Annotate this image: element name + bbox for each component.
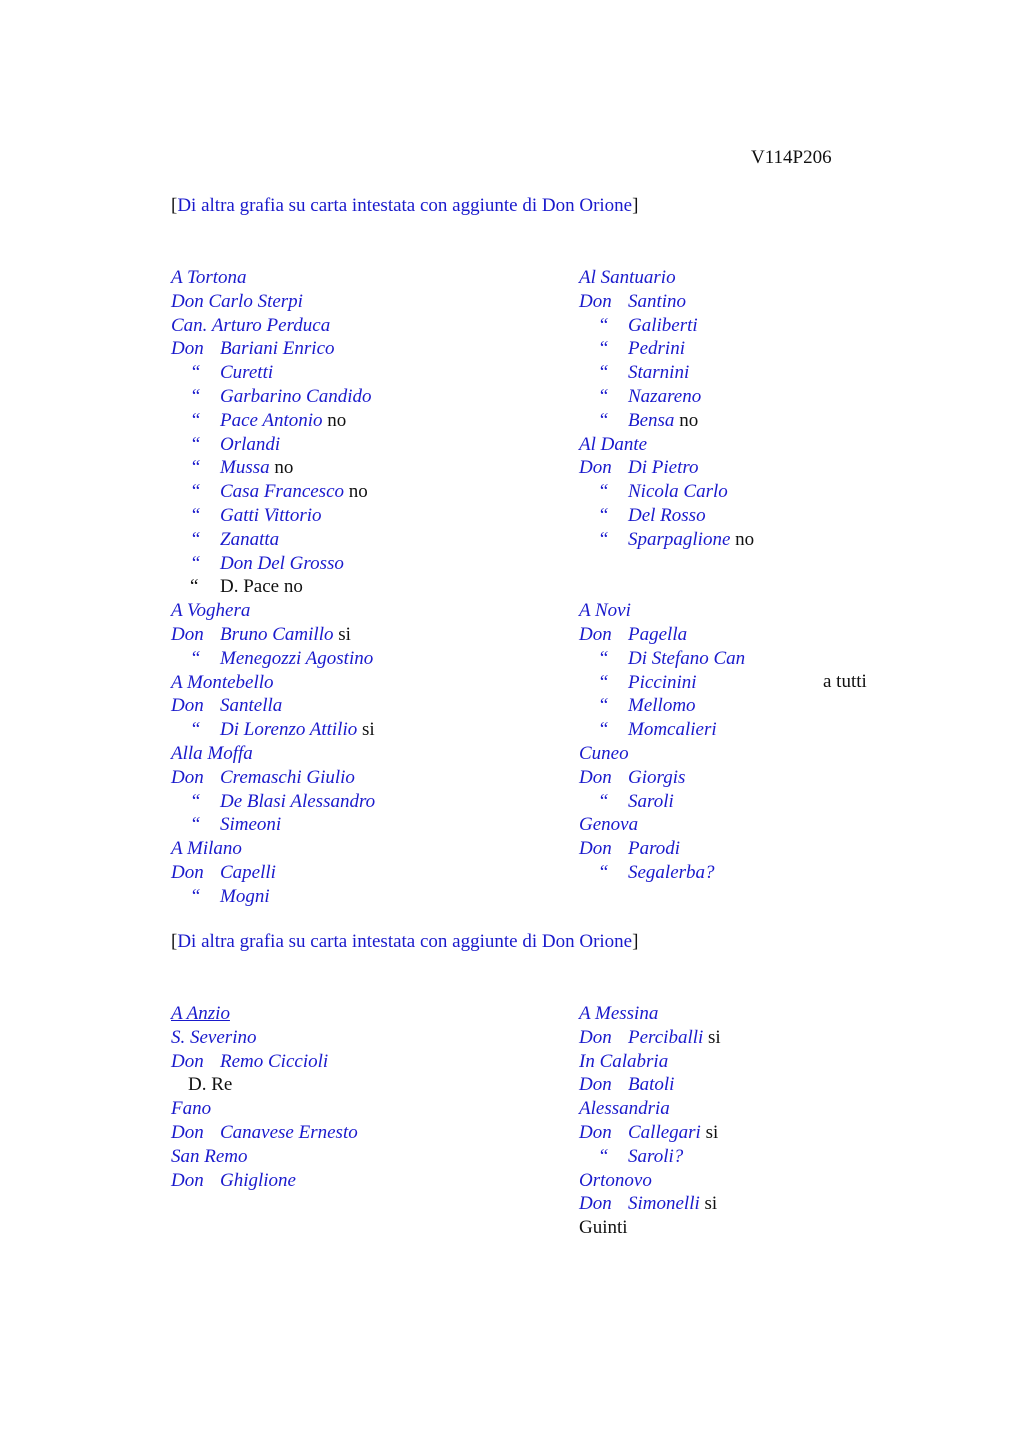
entry-name: San Remo — [171, 1145, 248, 1167]
list-item — [579, 1145, 721, 1169]
list-item — [171, 385, 375, 409]
ditto-mark: “ — [190, 504, 201, 526]
entry-name: Saroli? — [628, 1145, 684, 1167]
ditto-mark: “ — [598, 504, 609, 526]
ditto-mark: “ — [598, 695, 609, 717]
list-item — [579, 599, 754, 623]
ditto-mark: “ — [598, 1145, 609, 1167]
title-prefix: Don — [579, 623, 612, 645]
note-bracket-close: ] — [632, 195, 639, 216]
entry-name: Don Del Grosso — [220, 552, 344, 574]
list-item — [171, 361, 375, 385]
entry-name: Capelli — [220, 861, 276, 883]
entry-name: Al Dante — [579, 433, 648, 455]
ditto-mark: “ — [598, 671, 609, 693]
section1-left-column — [171, 266, 375, 909]
list-item — [579, 409, 754, 433]
list-item — [171, 480, 375, 504]
list-item — [171, 742, 375, 766]
entry-name: Cremaschi Giulio — [220, 766, 355, 788]
title-prefix: Don — [171, 695, 204, 717]
entry-name: Pedrini — [628, 338, 685, 360]
list-item — [171, 290, 375, 314]
entry-name: Al Santuario — [579, 267, 676, 288]
annotation-mark: si — [705, 1121, 719, 1143]
list-item — [171, 766, 375, 790]
ditto-mark: “ — [190, 647, 201, 669]
entry-name: Orlandi — [220, 433, 281, 455]
entry-name: Del Rosso — [628, 504, 706, 526]
entry-name: A Messina — [579, 1003, 659, 1024]
note-bracket-open: [ — [171, 195, 178, 216]
blank-line — [579, 575, 754, 599]
list-item — [579, 504, 754, 528]
entry-name: S. Severino — [171, 1026, 257, 1048]
entry-name: Don Carlo Sterpi — [171, 290, 303, 312]
list-item — [579, 337, 754, 361]
entry-name: A Anzio — [171, 1003, 230, 1024]
list-item — [579, 314, 754, 338]
entry-name: Remo Ciccioli — [220, 1050, 329, 1072]
list-item — [171, 266, 375, 290]
list-item — [171, 813, 375, 837]
title-prefix: Don — [579, 766, 612, 788]
entry-name: Fano — [171, 1098, 212, 1120]
list-item — [579, 290, 754, 314]
entry-name: Giorgis — [628, 766, 686, 788]
list-item — [171, 647, 375, 671]
list-item — [579, 1216, 721, 1240]
list-item — [579, 266, 754, 290]
list-item — [171, 885, 375, 909]
list-item — [171, 671, 375, 695]
list-item — [171, 861, 375, 885]
list-item — [171, 337, 375, 361]
ditto-mark: “ — [190, 457, 201, 479]
annotation-mark: si — [338, 623, 351, 645]
entry-name: Alla Moffa — [171, 742, 253, 764]
entry-name: Piccinini — [628, 671, 697, 693]
entry-name: Perciballi — [628, 1026, 704, 1048]
ditto-mark: “ — [598, 409, 609, 431]
entry-name: Gatti Vittorio — [220, 504, 322, 526]
title-prefix: Don — [171, 623, 204, 645]
list-item — [171, 599, 375, 623]
list-item — [579, 1169, 721, 1193]
annotation-mark: no — [348, 481, 368, 503]
blank-line — [579, 552, 754, 576]
entry-name: Bruno Camillo — [220, 623, 334, 645]
ditto-mark: “ — [190, 790, 201, 812]
entry-name: D. Pace no — [220, 576, 303, 598]
entry-name: Guinti — [579, 1217, 628, 1239]
title-prefix: Don — [579, 1074, 612, 1096]
list-item — [171, 1121, 358, 1145]
list-item — [171, 623, 375, 647]
title-prefix: Don — [171, 861, 204, 883]
entry-name: Nicola Carlo — [628, 481, 728, 503]
ditto-mark: “ — [190, 481, 201, 503]
list-item — [579, 1050, 721, 1074]
title-prefix: Don — [579, 1193, 612, 1215]
list-item — [579, 361, 754, 385]
list-item — [579, 694, 754, 718]
list-item — [171, 1097, 358, 1121]
title-prefix: Don — [579, 1026, 612, 1048]
title-prefix: Don — [171, 1169, 204, 1191]
entry-name: Bariani Enrico — [220, 338, 335, 360]
list-item — [171, 504, 375, 528]
section2-right-column — [579, 1002, 721, 1240]
annotation-mark: no — [679, 409, 699, 431]
entry-name: Menegozzi Agostino — [220, 647, 374, 669]
entry-name: Simonelli — [628, 1193, 700, 1215]
ditto-mark: “ — [190, 362, 201, 384]
entry-name: Ortonovo — [579, 1169, 652, 1191]
entry-name: Mellomo — [628, 695, 696, 717]
list-item — [579, 671, 754, 695]
ditto-mark: “ — [598, 861, 609, 883]
list-item — [579, 433, 754, 457]
list-item — [171, 718, 375, 742]
entry-name: Casa Francesco — [220, 481, 345, 503]
ditto-mark: “ — [598, 790, 609, 812]
list-item — [171, 790, 375, 814]
title-prefix: Don — [171, 1121, 204, 1143]
entry-name: Mogni — [220, 885, 270, 907]
list-item — [171, 1169, 358, 1193]
title-prefix: Don — [171, 338, 204, 360]
entry-name: In Calabria — [579, 1050, 669, 1072]
entry-name: Di Pietro — [628, 457, 699, 479]
annotation-mark: si — [362, 719, 375, 741]
entry-name: Genova — [579, 814, 639, 836]
entry-name: Di Stefano Can — [628, 647, 746, 669]
entry-name: Batoli — [628, 1074, 675, 1096]
list-item — [579, 456, 754, 480]
entry-name: Mussa — [220, 457, 270, 479]
entry-name: Callegari — [628, 1121, 701, 1143]
list-item — [579, 528, 754, 552]
ditto-mark: “ — [190, 885, 201, 907]
entry-name: A Milano — [171, 838, 242, 860]
entry-name: A Novi — [579, 600, 631, 622]
entry-name: Nazareno — [628, 385, 702, 407]
list-item — [579, 480, 754, 504]
ditto-mark: “ — [190, 814, 201, 836]
entry-name: Canavese Ernesto — [220, 1121, 358, 1143]
ditto-mark: “ — [598, 338, 609, 360]
annotation-mark: no — [735, 528, 755, 550]
list-item — [579, 742, 754, 766]
list-item — [171, 552, 375, 576]
list-item — [579, 766, 754, 790]
title-prefix: Don — [579, 838, 612, 860]
list-item — [579, 1097, 721, 1121]
entry-name: Segalerba? — [628, 861, 715, 883]
entry-name: Di Lorenzo Attilio — [220, 719, 358, 741]
entry-name: Pace Antonio — [220, 409, 323, 431]
entry-name: A Montebello — [171, 671, 274, 693]
section2-left-column — [171, 1002, 358, 1192]
entry-name: Bensa — [628, 409, 675, 431]
editorial-note-1 — [171, 195, 638, 217]
entry-name: A Voghera — [171, 600, 251, 622]
list-item — [171, 575, 375, 599]
list-item — [171, 1002, 358, 1026]
list-item — [171, 1026, 358, 1050]
title-prefix: Don — [579, 1121, 612, 1143]
list-item — [579, 385, 754, 409]
ditto-mark: “ — [598, 719, 609, 741]
list-item — [579, 1026, 721, 1050]
list-item — [579, 861, 754, 885]
ditto-mark: “ — [190, 528, 201, 550]
ditto-mark: “ — [190, 576, 199, 598]
entry-name: Ghiglione — [220, 1169, 296, 1191]
ditto-mark: “ — [598, 362, 609, 384]
ditto-mark: “ — [598, 647, 609, 669]
list-item — [579, 1192, 721, 1216]
note-text: Di altra grafia su carta intestata con aggiunte di Don Orione — [177, 931, 633, 952]
entry-name: Saroli — [628, 790, 674, 812]
list-item — [579, 623, 754, 647]
list-item — [579, 1121, 721, 1145]
entry-name: Santino — [628, 290, 687, 312]
list-item — [171, 409, 375, 433]
list-item — [579, 718, 754, 742]
entry-name: Can. Arturo Perduca — [171, 314, 331, 336]
ditto-mark: “ — [190, 719, 201, 741]
list-item — [579, 1073, 721, 1097]
entry-name: Santella — [220, 695, 283, 717]
list-item — [171, 456, 375, 480]
ditto-mark: “ — [598, 481, 609, 503]
note-text: Di altra grafia su carta intestata con aggiunte di Don Orione — [177, 195, 633, 216]
side-note: a tutti — [823, 671, 867, 692]
title-prefix: Don — [171, 766, 204, 788]
editorial-note-2 — [171, 931, 638, 953]
ditto-mark: “ — [190, 385, 201, 407]
entry-name: Simeoni — [220, 814, 282, 836]
entry-name: Starnini — [628, 362, 690, 384]
list-item — [579, 790, 754, 814]
list-item — [171, 528, 375, 552]
entry-name: Cuneo — [579, 742, 629, 764]
entry-name: Garbarino Candido — [220, 385, 372, 407]
entry-name: Galiberti — [628, 314, 698, 336]
list-item — [171, 837, 375, 861]
list-item — [171, 1145, 358, 1169]
list-item — [171, 1050, 358, 1074]
list-item — [579, 647, 754, 671]
list-item — [579, 1002, 721, 1026]
entry-name: Momcalieri — [628, 719, 717, 741]
title-prefix: Don — [579, 457, 612, 479]
entry-name: Pagella — [628, 623, 688, 645]
entry-name: Alessandria — [579, 1098, 670, 1120]
ditto-mark: “ — [190, 433, 201, 455]
list-item — [171, 1073, 358, 1097]
entry-name: Curetti — [220, 362, 274, 384]
list-item — [171, 694, 375, 718]
entry-name: D. Re — [188, 1074, 233, 1096]
title-prefix: Don — [579, 290, 612, 312]
annotation-mark: si — [708, 1026, 721, 1048]
entry-name: Parodi — [628, 838, 681, 860]
ditto-mark: “ — [598, 528, 609, 550]
ditto-mark: “ — [598, 385, 609, 407]
ditto-mark: “ — [190, 409, 201, 431]
entry-name: A Tortona — [171, 267, 247, 288]
page-id: V114P206 — [751, 147, 832, 168]
annotation-mark: no — [274, 457, 294, 479]
note-bracket-close: ] — [632, 931, 639, 952]
title-prefix: Don — [171, 1050, 204, 1072]
note-bracket-open: [ — [171, 931, 178, 952]
annotation-mark: si — [704, 1193, 718, 1215]
entry-name: Zanatta — [220, 528, 280, 550]
ditto-mark: “ — [598, 314, 609, 336]
list-item — [579, 837, 754, 861]
ditto-mark: “ — [190, 552, 201, 574]
annotation-mark: no — [327, 409, 347, 431]
entry-name: De Blasi Alessandro — [220, 790, 376, 812]
list-item — [171, 314, 375, 338]
list-item — [579, 813, 754, 837]
section1-right-column — [579, 266, 754, 885]
entry-name: Sparpaglione — [628, 528, 731, 550]
list-item — [171, 433, 375, 457]
